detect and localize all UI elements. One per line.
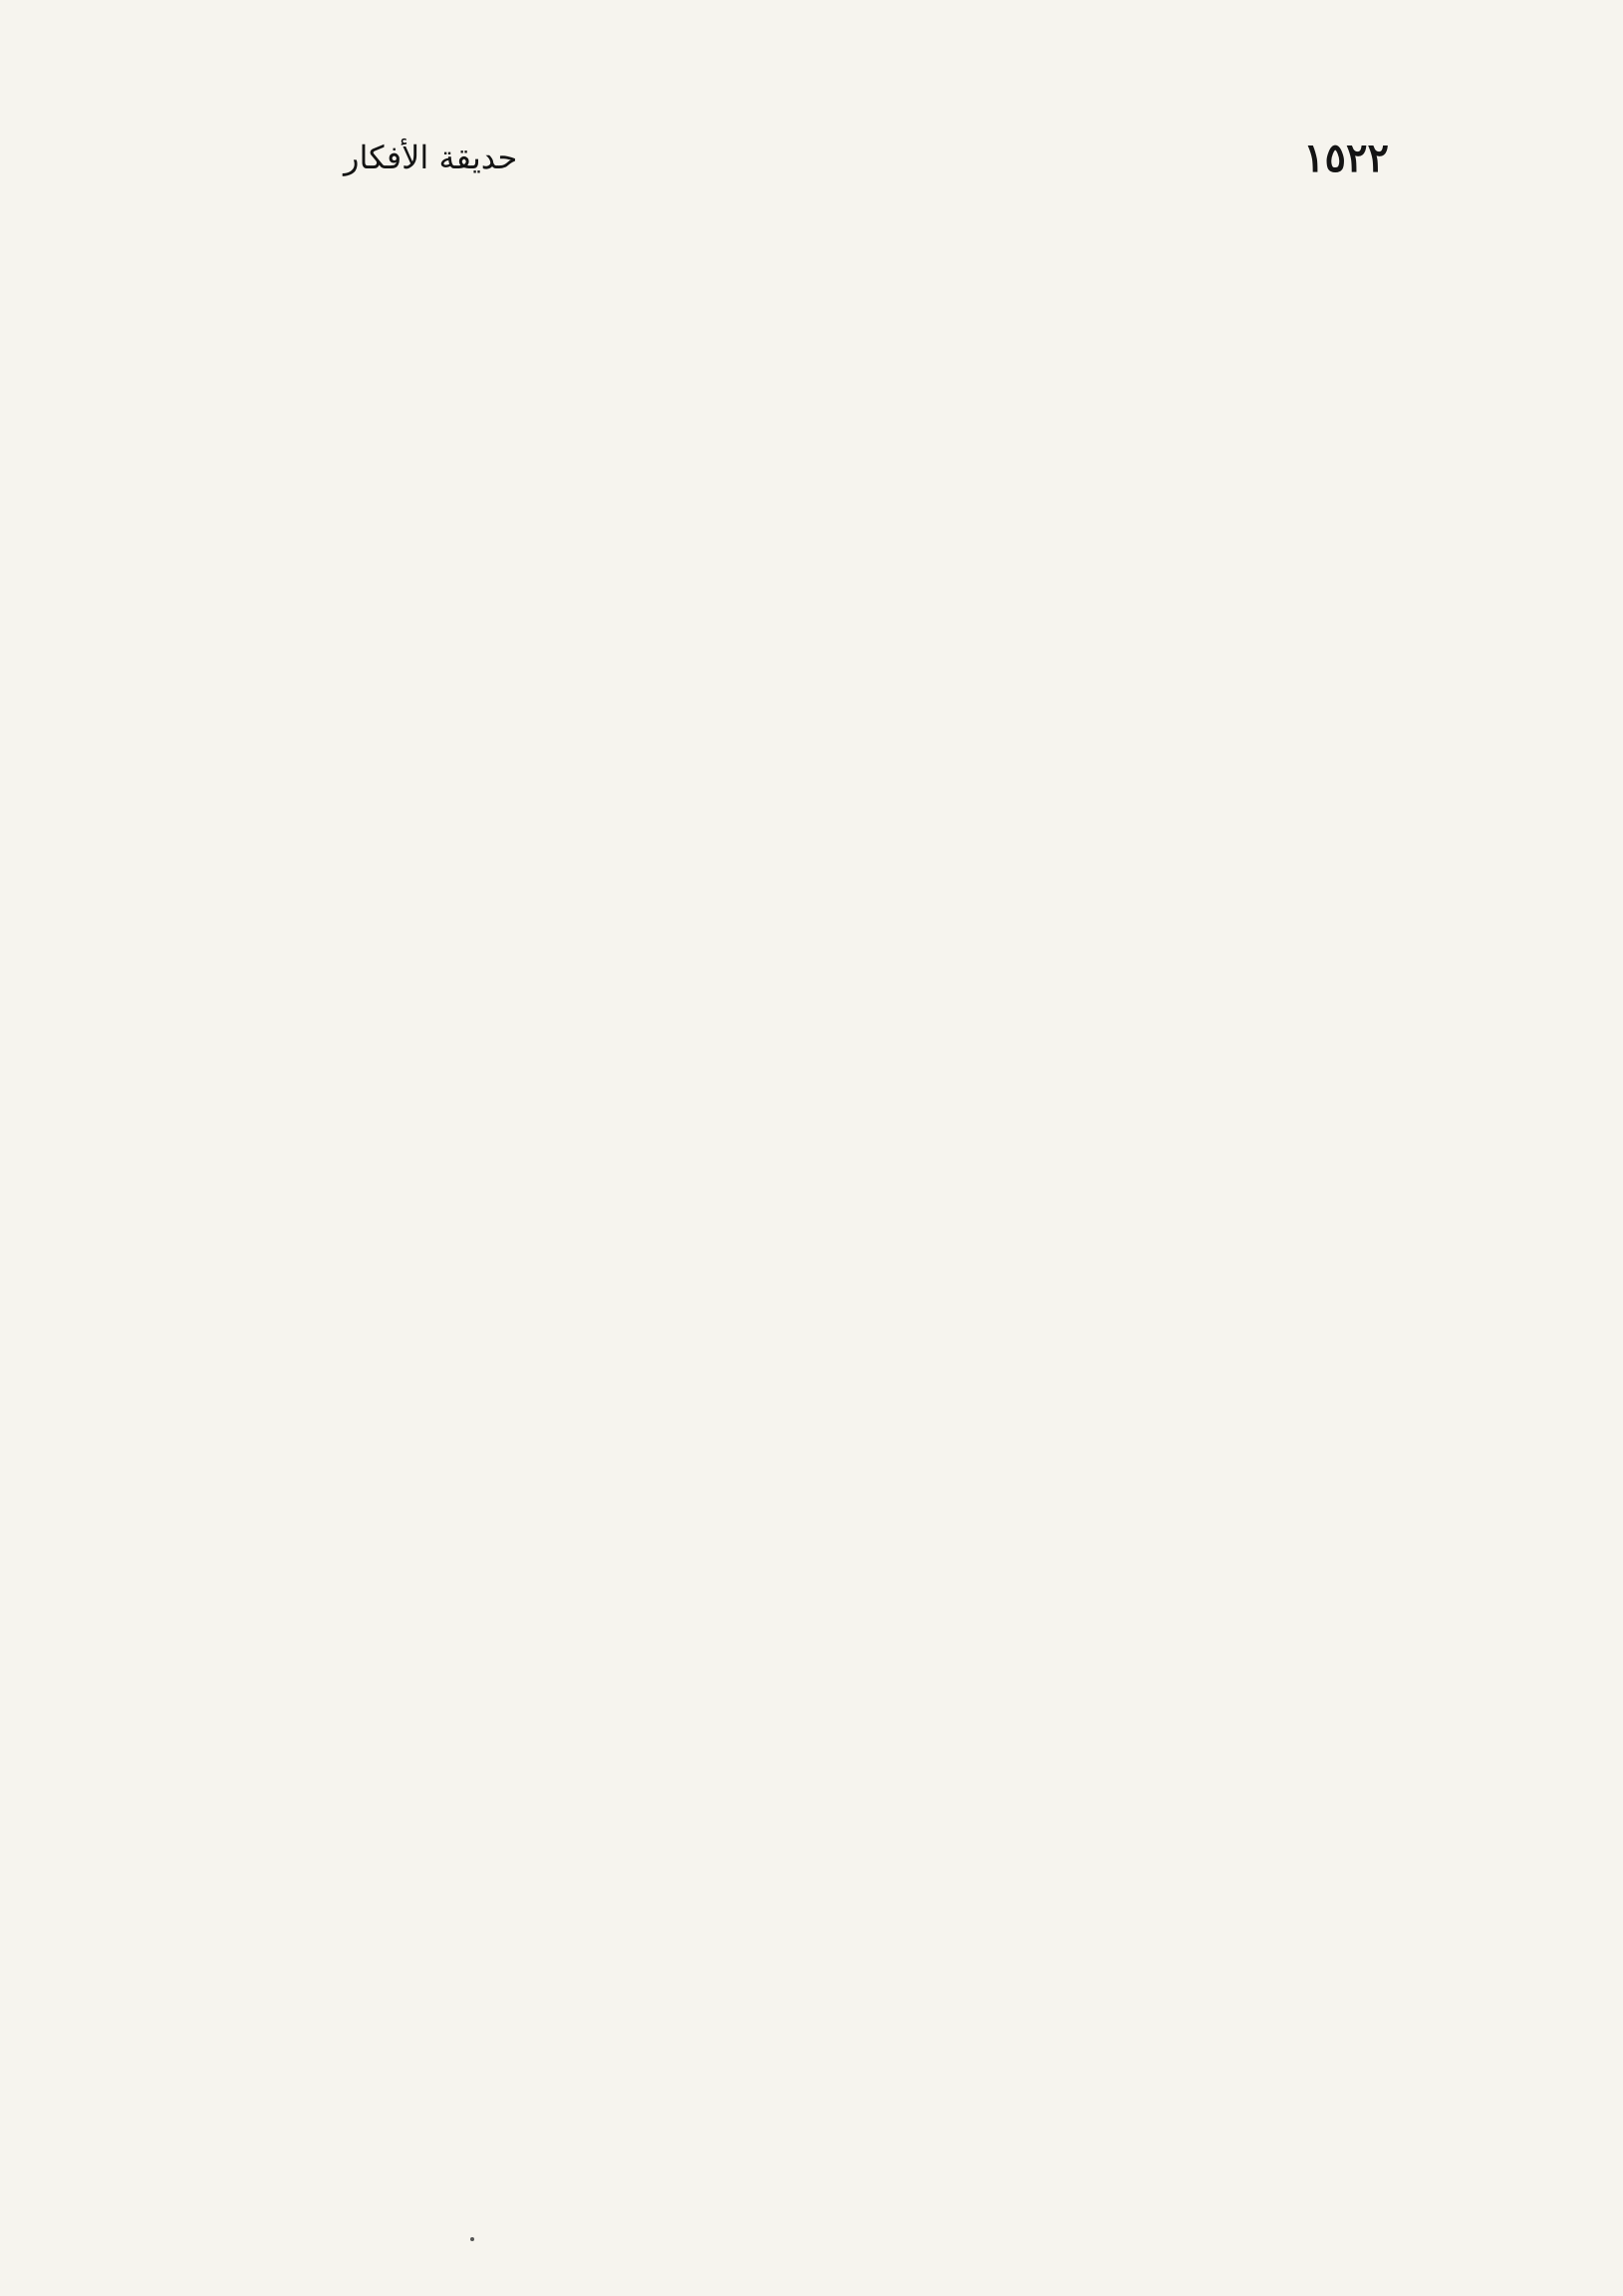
verse-second-hemistich (400, 356, 788, 426)
verse-line (400, 287, 1217, 357)
page-body (227, 217, 1389, 494)
verse-first-hemistich (828, 356, 1217, 426)
verse-line (400, 217, 1217, 287)
verse-second-hemistich (400, 426, 788, 495)
verse-first-hemistich (828, 287, 1217, 357)
page-number: ١٥٢٢ (1303, 134, 1389, 181)
poem-verses (400, 217, 1217, 494)
page-header (234, 128, 1389, 187)
verse-first-hemistich (828, 426, 1217, 495)
running-title: حديقة الأفكار (344, 139, 518, 176)
verse-line (400, 426, 1217, 495)
verse-second-hemistich (400, 217, 788, 287)
verse-second-hemistich (400, 287, 788, 357)
verse-first-hemistich (828, 217, 1217, 287)
ink-speck (470, 2237, 474, 2241)
verse-line (400, 356, 1217, 426)
